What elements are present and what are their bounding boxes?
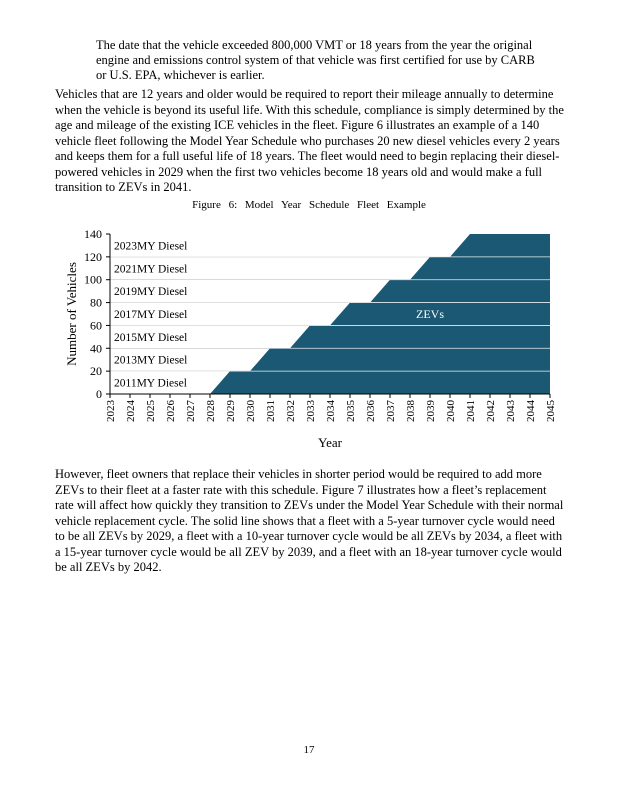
x-tick-label: 2026 bbox=[165, 400, 177, 422]
x-tick-label: 2035 bbox=[345, 400, 357, 422]
y-tick-label: 40 bbox=[90, 341, 102, 356]
y-tick-label: 100 bbox=[84, 272, 102, 287]
x-tick-label: 2024 bbox=[125, 400, 137, 422]
paragraph-replacement-rate: However, fleet owners that replace their vehicles in shorter period would be required to add more ZEVs to their fleet at a faster rate with this schedule. Figure 7 illustrates how a fleet’s replacement rate will affect how quickly they transition to ZEVs under the Model Year Schedule with their normal vehicle replacement cycle. The solid line shows that a fleet with a 5-year turnover cycle would need to be all ZEVs by 2029, a fleet with a 10-year turnover cycle would be all ZEVs by 2034, a fleet with a 15-year turnover cycle would be all ZEV by 2039, and a fleet with an 18-year turnover cycle would be all ZEVs by 2042. bbox=[55, 467, 564, 574]
bullet-text: The date that the vehicle exceeded 800,000 VMT or 18 years from the year the original engine and emissions control system of that vehicle was first certified for use by CARB or U.S. EPA, whichever is earlier. bbox=[96, 38, 535, 82]
x-tick-label: 2031 bbox=[265, 400, 277, 422]
x-tick-label: 2044 bbox=[525, 400, 537, 422]
x-tick-label: 2029 bbox=[225, 400, 237, 422]
band-label: 2021MY Diesel bbox=[114, 263, 188, 276]
paragraph-model-year-schedule: Vehicles that are 12 years and older would be required to report their mileage annually to determine when the vehicle is beyond its useful life. With this schedule, compliance is simply determined by the age and mileage of the existing ICE vehicles in the fleet. Figure 6 illustrates an example of a 140 vehicle fleet following the Model Year Schedule who purchases 20 new diesel vehicles every 2 years and keeps them for a full useful life of 18 years. The fleet would need to begin replacing their diesel-powered vehicles in 2029 when the first two vehicles become 18 years old and would make a full transition to ZEVs in 2041. bbox=[55, 87, 564, 194]
band-label: 2011MY Diesel bbox=[114, 377, 187, 390]
band-label: 2013MY Diesel bbox=[114, 354, 188, 367]
y-tick-label: 20 bbox=[90, 364, 102, 379]
x-tick-label: 2043 bbox=[505, 400, 517, 422]
band-label: 2015MY Diesel bbox=[114, 331, 188, 344]
x-tick-label: 2041 bbox=[465, 400, 477, 422]
x-tick-label: 2036 bbox=[365, 400, 377, 422]
y-tick-label: 60 bbox=[90, 318, 102, 333]
x-tick-label: 2037 bbox=[385, 400, 397, 422]
y-tick-label: 80 bbox=[90, 295, 102, 310]
x-tick-label: 2042 bbox=[485, 400, 497, 422]
x-tick-label: 2034 bbox=[325, 400, 337, 422]
x-tick-label: 2045 bbox=[545, 400, 557, 422]
bullet-item bbox=[78, 38, 548, 83]
x-tick-label: 2039 bbox=[425, 400, 437, 422]
x-tick-label: 2040 bbox=[445, 400, 457, 422]
x-tick-label: 2038 bbox=[405, 400, 417, 422]
y-axis-title: Number of Vehicles bbox=[64, 262, 79, 366]
x-tick-label: 2032 bbox=[285, 400, 297, 422]
band-label: 2019MY Diesel bbox=[114, 286, 188, 299]
y-tick-label: 140 bbox=[84, 227, 102, 241]
band-label: 2023MY Diesel bbox=[114, 240, 188, 253]
x-tick-label: 2023 bbox=[105, 400, 117, 422]
x-tick-label: 2027 bbox=[185, 400, 197, 422]
x-axis-title: Year bbox=[318, 435, 342, 450]
zev-area-label: ZEVs bbox=[416, 307, 444, 321]
page-number: 17 bbox=[303, 744, 315, 756]
x-tick-label: 2033 bbox=[305, 400, 317, 422]
x-tick-label: 2028 bbox=[205, 400, 217, 422]
fleet-area-chart bbox=[60, 222, 560, 452]
y-tick-label: 0 bbox=[96, 387, 102, 401]
x-tick-label: 2030 bbox=[245, 400, 257, 422]
y-tick-label: 120 bbox=[84, 249, 102, 264]
band-label: 2017MY Diesel bbox=[114, 309, 188, 321]
figure-caption: Figure 6: Model Year Schedule Fleet Example bbox=[192, 199, 426, 211]
x-tick-label: 2025 bbox=[145, 400, 157, 422]
